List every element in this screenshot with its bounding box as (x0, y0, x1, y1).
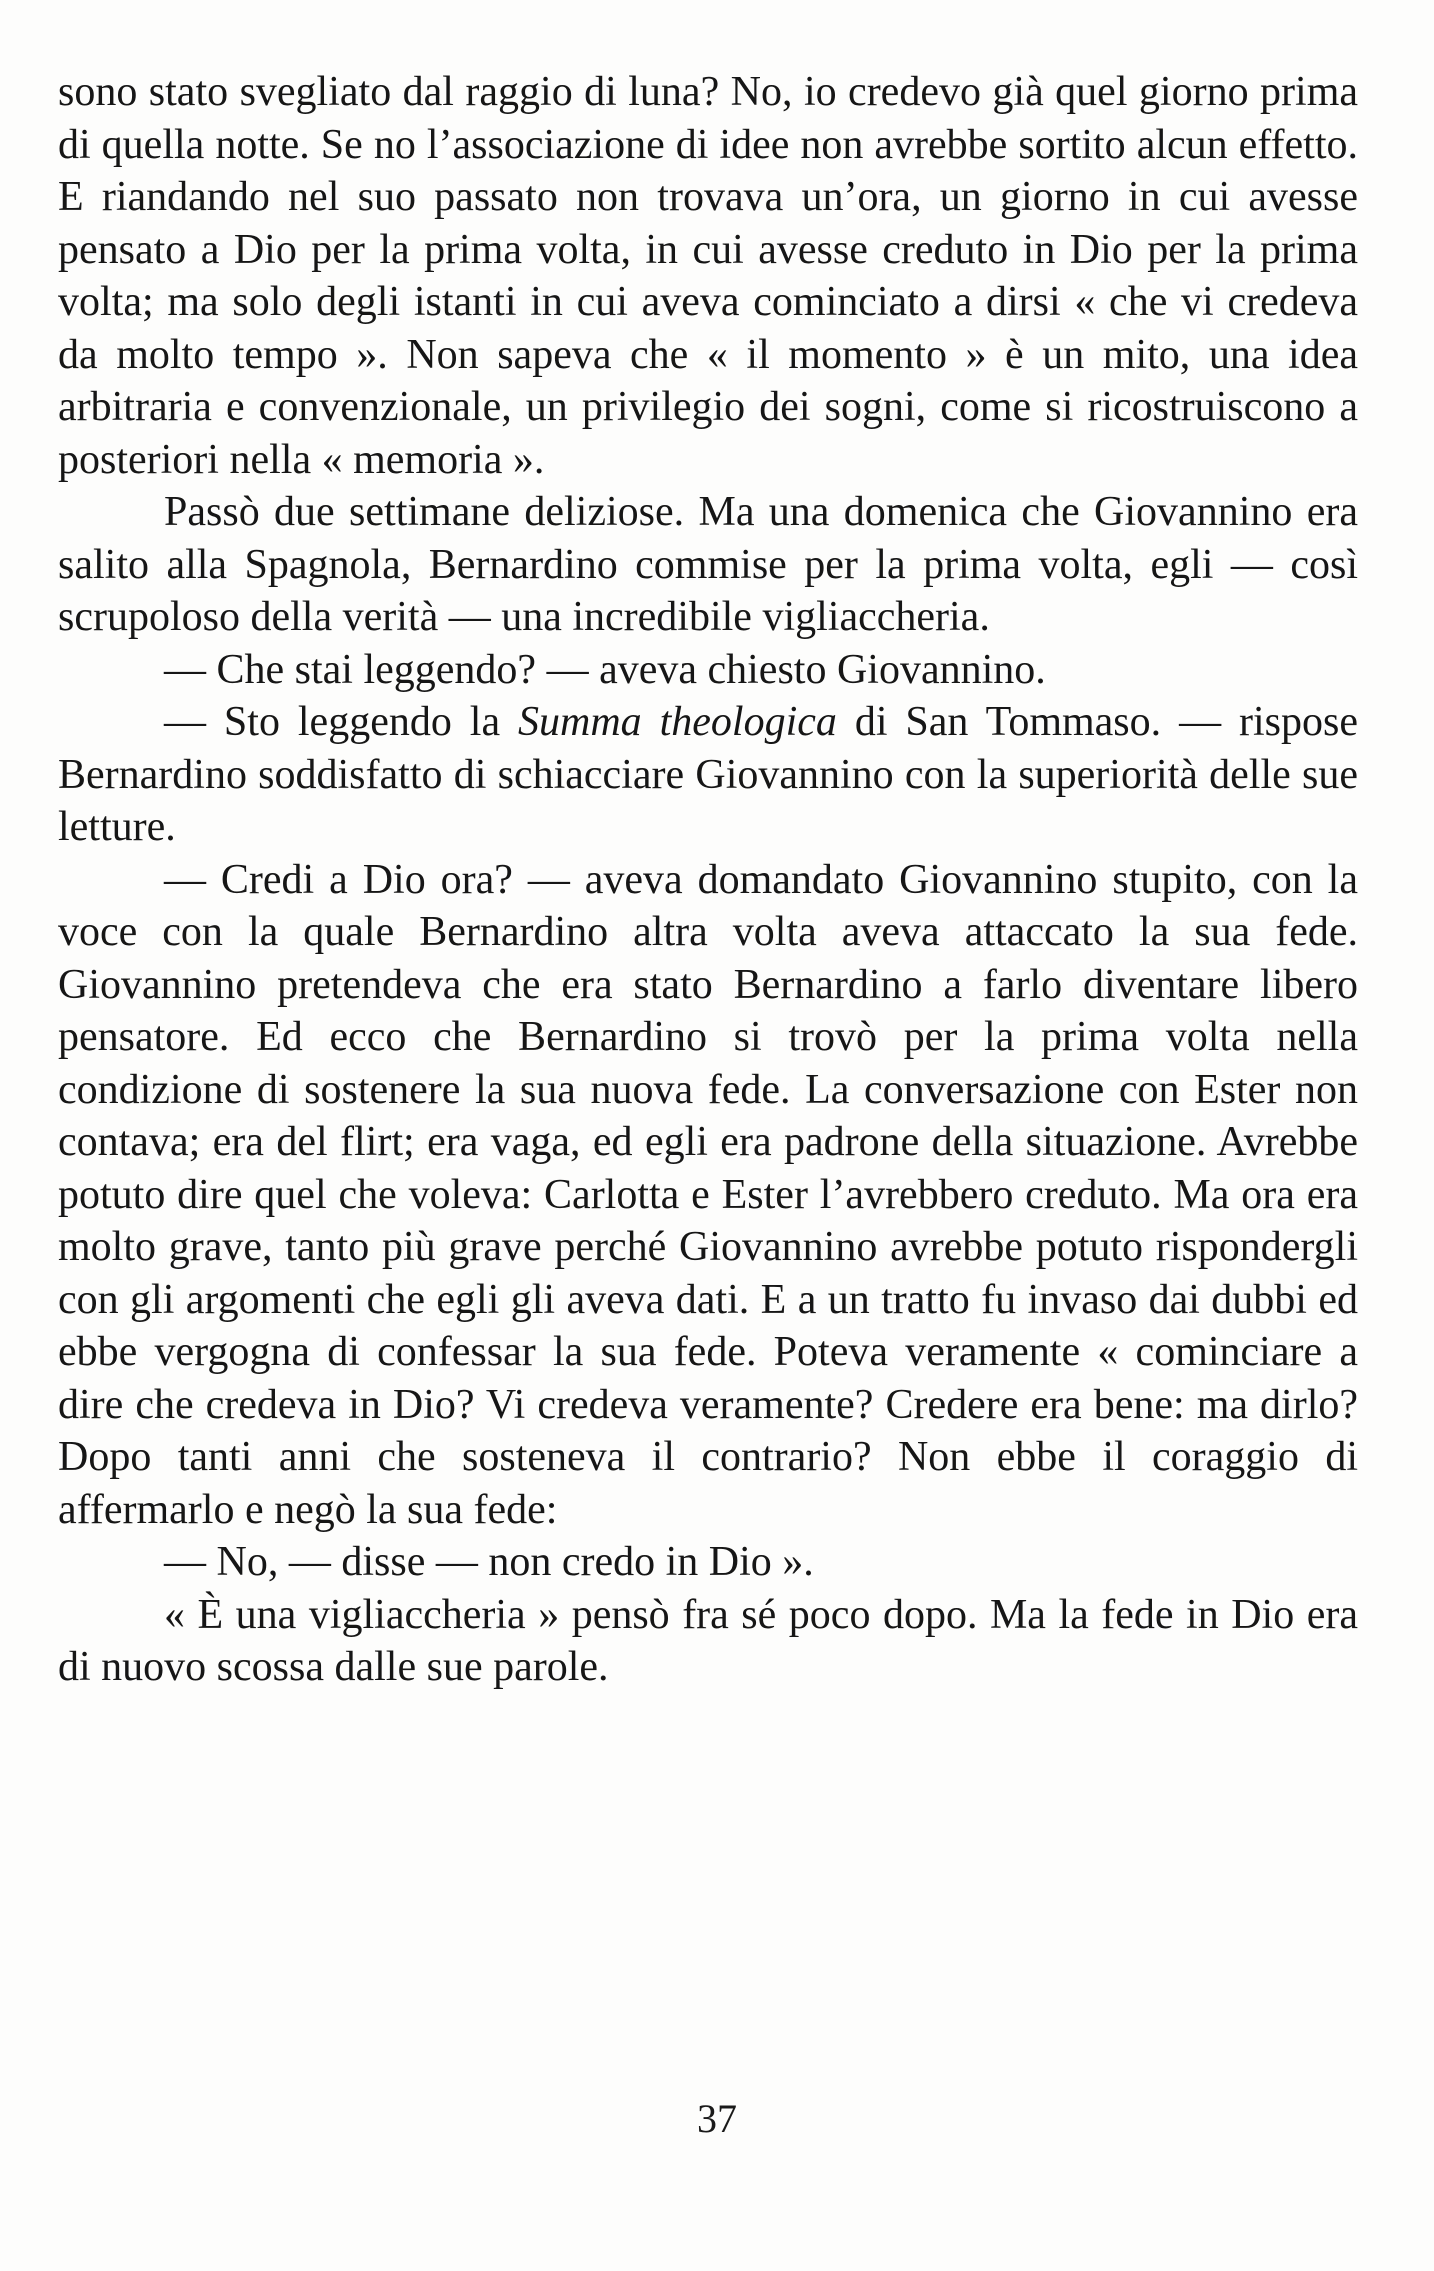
paragraph: Passò due settimane deliziose. Ma una domenica che Giovannino era salito alla Spagnola, Bernardino commise per la prima volta, egli — così scrupoloso della verità — una incredibile vigliaccheria. (58, 489, 1358, 640)
dialogue-text: di San Tommaso. — rispose Bernardino soddisfatto di schiacciare Giovannino con la superiorità delle sue letture. (58, 699, 1358, 850)
paragraph: sono stato svegliato dal raggio di luna? No, io credevo già quel giorno prima di quella notte. Se no l’associazione di idee non avrebbe sortito alcun effetto. E riandando nel suo passato non trovava un’ora, un giorno in cui avesse pensato a Dio per la prima volta, in cui avesse creduto in Dio per la prima volta; ma solo degli istanti in cui aveva cominciato a dirsi « che vi credeva da molto tempo ». Non sapeva che « il momento » è un mito, una idea arbitraria e convenzionale, un privilegio dei sogni, come si ricostruiscono a posteriori nella « memoria ». (58, 69, 1358, 483)
page-number: 37 (697, 2096, 737, 2141)
dialogue-line (58, 696, 1358, 854)
dialogue-line: — Che stai leggendo? — aveva chiesto Giovannino. (164, 646, 1046, 693)
paragraph: « È una vigliaccheria » pensò fra sé poco dopo. Ma la fede in Dio era di nuovo scossa dalle sue parole. (58, 1591, 1358, 1690)
dialogue-line: — No, — disse — non credo in Dio ». (164, 1539, 814, 1585)
paragraph: — Credi a Dio ora? — aveva domandato Giovannino stupito, con la voce con la quale Bernardino altra volta aveva attaccato la sua fede. Giovannino pretendeva che era stato Bernardino a farlo diventare libero pensatore. Ed ecco che Bernardino si trovò per la prima volta nella condizione di sostenere la sua nuova fede. La conversazione con Ester non contava; era del flirt; era vaga, ed egli era padrone della situazione. Avrebbe potuto dire quel che voleva: Carlotta e Ester l’avrebbero creduto. Ma ora era molto grave, tanto più grave perché Giovannino avrebbe potuto rispondergli con gli argomenti che egli gli aveva dati. E a un tratto fu invaso dai dubbi ed ebbe vergogna di confessar la sua fede. Poteva veramente « cominciare a dire che credeva in Dio? Vi credeva veramente? Credere era bene: ma dirlo? Dopo tanti anni che sosteneva il contrario? Non ebbe il coraggio di affermarlo e negò la sua fede: (58, 856, 1358, 1533)
dialogue-text: — Sto leggendo la (164, 699, 519, 745)
body-text (58, 66, 1358, 1694)
book-title-italic: Summa theologica (518, 699, 837, 745)
